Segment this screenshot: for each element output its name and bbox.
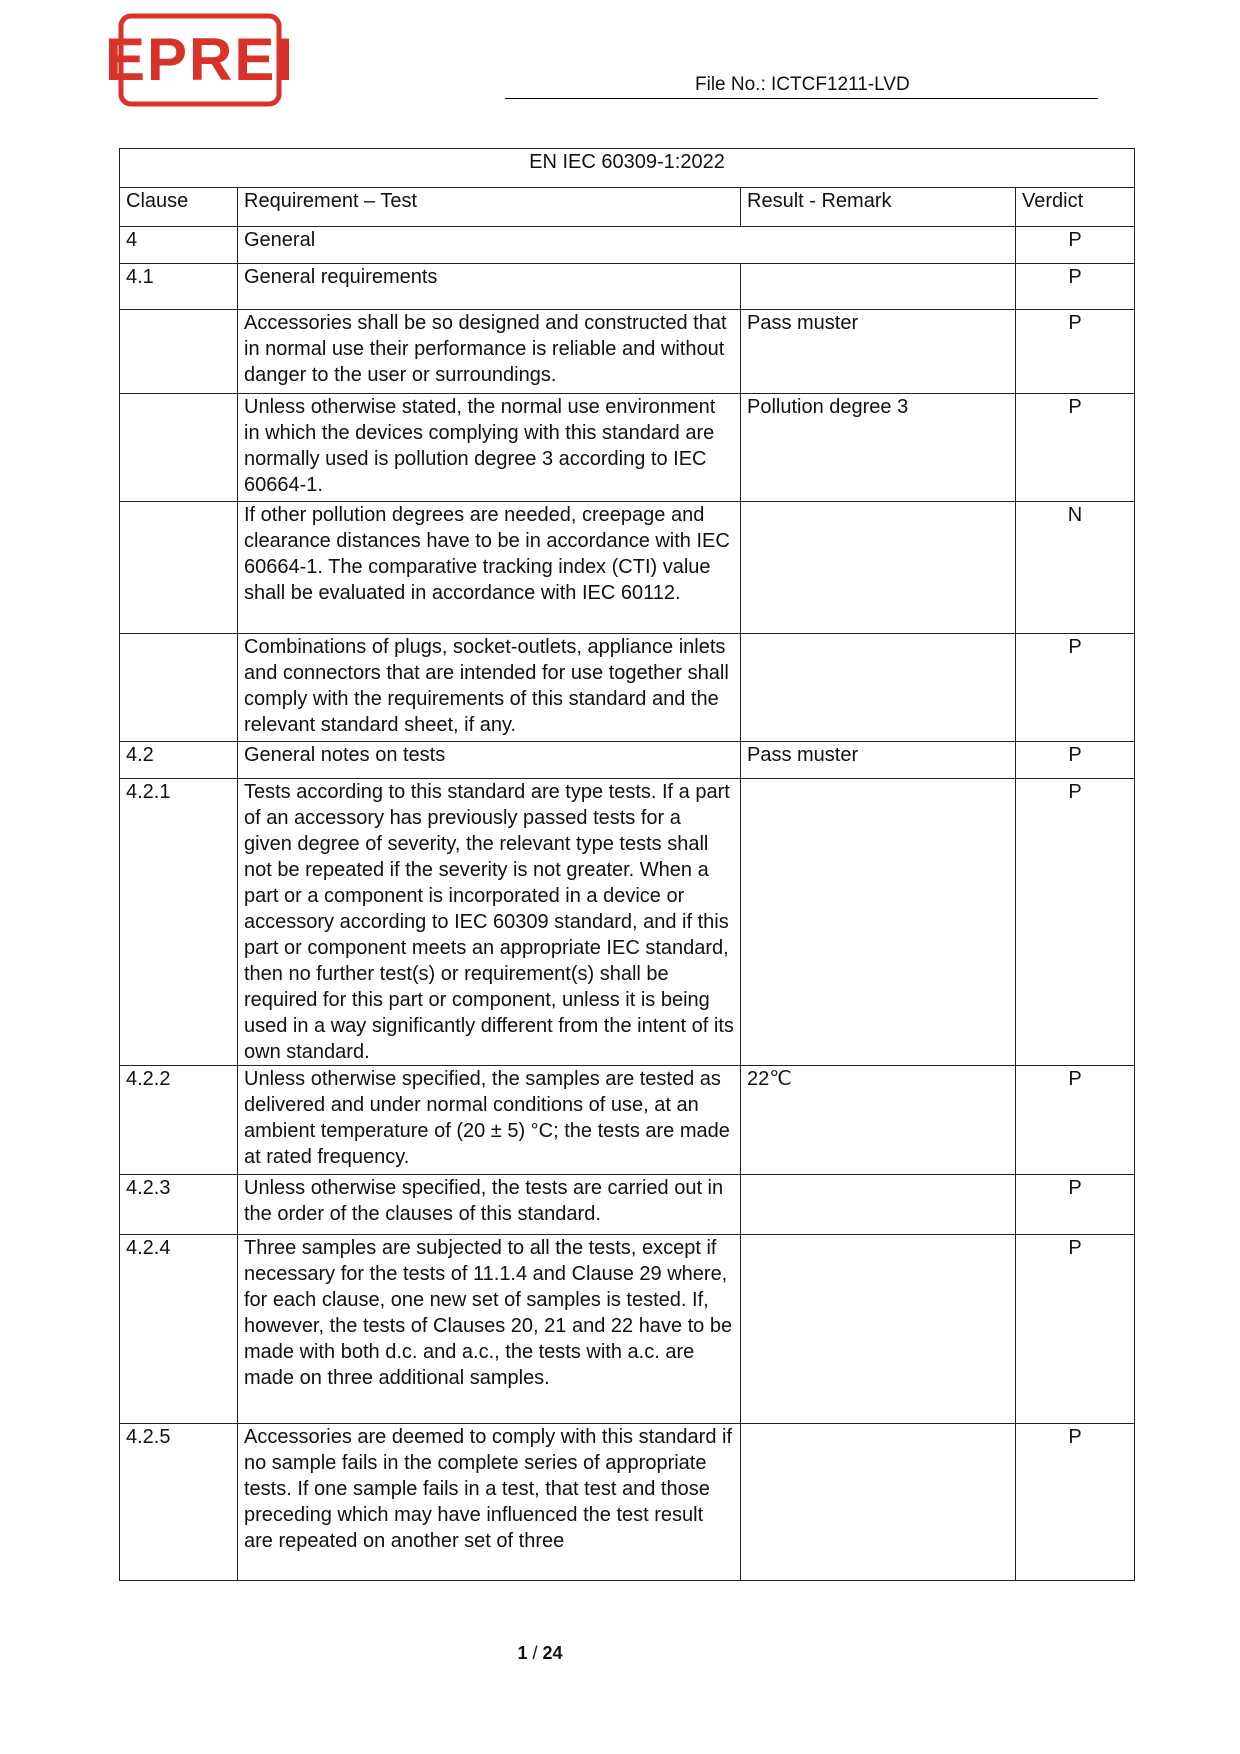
clause-cell: 4.2.4 (120, 1235, 238, 1424)
result-cell (741, 1235, 1016, 1424)
table-row (120, 394, 1135, 502)
table-row (120, 502, 1135, 634)
requirement-cell: Accessories are deemed to comply with this standard if no sample fails in the complete series of appropriate tests. If one sample fails in a test, that test and those preceding which may have influenced the test result are repeated on another set of three (238, 1424, 741, 1581)
table-row (120, 227, 1135, 264)
table-row (120, 779, 1135, 1066)
test-report-table (119, 148, 1135, 1581)
requirement-cell: General requirements (238, 264, 741, 310)
page-current: 1 (517, 1643, 528, 1663)
clause-cell (120, 310, 238, 394)
requirement-cell: Combinations of plugs, socket-outlets, appliance inlets and connectors that are intended for use together shall comply with the requirements of this standard and the relevant standard sheet, if any. (238, 634, 741, 742)
clause-cell (120, 502, 238, 634)
col-header-requirement: Requirement – Test (238, 188, 741, 227)
clause-cell: 4 (120, 227, 238, 264)
col-header-result: Result - Remark (741, 188, 1016, 227)
requirement-cell: Accessories shall be so designed and constructed that in normal use their performance is reliable and without danger to the user or surroundings. (238, 310, 741, 394)
verdict-cell: P (1016, 310, 1135, 394)
verdict-cell: P (1016, 264, 1135, 310)
verdict-cell: P (1016, 1175, 1135, 1235)
page-separator: / (527, 1643, 543, 1663)
verdict-cell: P (1016, 742, 1135, 779)
requirement-cell: Unless otherwise specified, the tests are carried out in the order of the clauses of this standard. (238, 1175, 741, 1235)
clause-cell: 4.2.1 (120, 779, 238, 1066)
svg-text:EPREI: EPREI (104, 26, 296, 93)
clause-cell (120, 634, 238, 742)
verdict-cell: N (1016, 502, 1135, 634)
clause-cell: 4.1 (120, 264, 238, 310)
table-row (120, 1235, 1135, 1424)
verdict-cell: P (1016, 394, 1135, 502)
table-row (120, 634, 1135, 742)
table-row (120, 264, 1135, 310)
file-number: File No.: ICTCF1211-LVD (695, 74, 910, 95)
company-logo (104, 13, 296, 107)
page-total: 24 (542, 1643, 563, 1663)
page-number (0, 1643, 1080, 1664)
requirement-cell: Unless otherwise stated, the normal use environment in which the devices complying with this standard are normally used is pollution degree 3 according to IEC 60664-1. (238, 394, 741, 502)
requirement-cell: General notes on tests (238, 742, 741, 779)
verdict-cell: P (1016, 779, 1135, 1066)
result-cell (741, 634, 1016, 742)
standard-title: EN IEC 60309-1:2022 (120, 149, 1135, 188)
verdict-cell: P (1016, 1424, 1135, 1581)
result-cell: 22℃ (741, 1066, 1016, 1175)
result-cell (741, 779, 1016, 1066)
result-cell (741, 1175, 1016, 1235)
requirement-cell: Three samples are subjected to all the tests, except if necessary for the tests of 11.1.4 and Clause 29 where, for each clause, one new set of samples is tested. If, however, the tests of Clauses 20, 21 and 22 have to be made with both d.c. and a.c., the tests with a.c. are made on three additional samples. (238, 1235, 741, 1424)
requirement-cell: Tests according to this standard are type tests. If a part of an accessory has previously passed tests for a given degree of severity, the relevant type tests shall not be repeated if the severity is not greater. When a part or a component is incorporated in a device or accessory according to IEC 60309 standard, and if this part or component meets an appropriate IEC standard, then no further test(s) or requirement(s) shall be required for this part or component, unless it is being used in a way significantly different from the intent of its own standard. (238, 779, 741, 1066)
requirement-cell: Unless otherwise specified, the samples are tested as delivered and under normal conditions of use, at an ambient temperature of (20 ± 5) °C; the tests are made at rated frequency. (238, 1066, 741, 1175)
verdict-cell: P (1016, 634, 1135, 742)
verdict-cell: P (1016, 1235, 1135, 1424)
table-row (120, 742, 1135, 779)
table-row (120, 1424, 1135, 1581)
result-cell (741, 264, 1016, 310)
header-divider (505, 98, 1098, 99)
result-cell (741, 1424, 1016, 1581)
result-cell (741, 502, 1016, 634)
col-header-verdict: Verdict (1016, 188, 1135, 227)
result-cell: Pass muster (741, 742, 1016, 779)
requirement-cell: General (238, 227, 1016, 264)
requirement-cell: If other pollution degrees are needed, creepage and clearance distances have to be in accordance with IEC 60664-1. The comparative tracking index (CTI) value shall be evaluated in accordance with IEC 60112. (238, 502, 741, 634)
standard-row (120, 149, 1135, 188)
table-row (120, 1175, 1135, 1235)
table-row (120, 310, 1135, 394)
col-header-clause: Clause (120, 188, 238, 227)
result-cell: Pollution degree 3 (741, 394, 1016, 502)
column-header-row (120, 188, 1135, 227)
clause-cell: 4.2.5 (120, 1424, 238, 1581)
table-row (120, 1066, 1135, 1175)
clause-cell: 4.2.2 (120, 1066, 238, 1175)
clause-cell (120, 394, 238, 502)
clause-cell: 4.2.3 (120, 1175, 238, 1235)
clause-cell: 4.2 (120, 742, 238, 779)
verdict-cell: P (1016, 1066, 1135, 1175)
result-cell: Pass muster (741, 310, 1016, 394)
verdict-cell: P (1016, 227, 1135, 264)
